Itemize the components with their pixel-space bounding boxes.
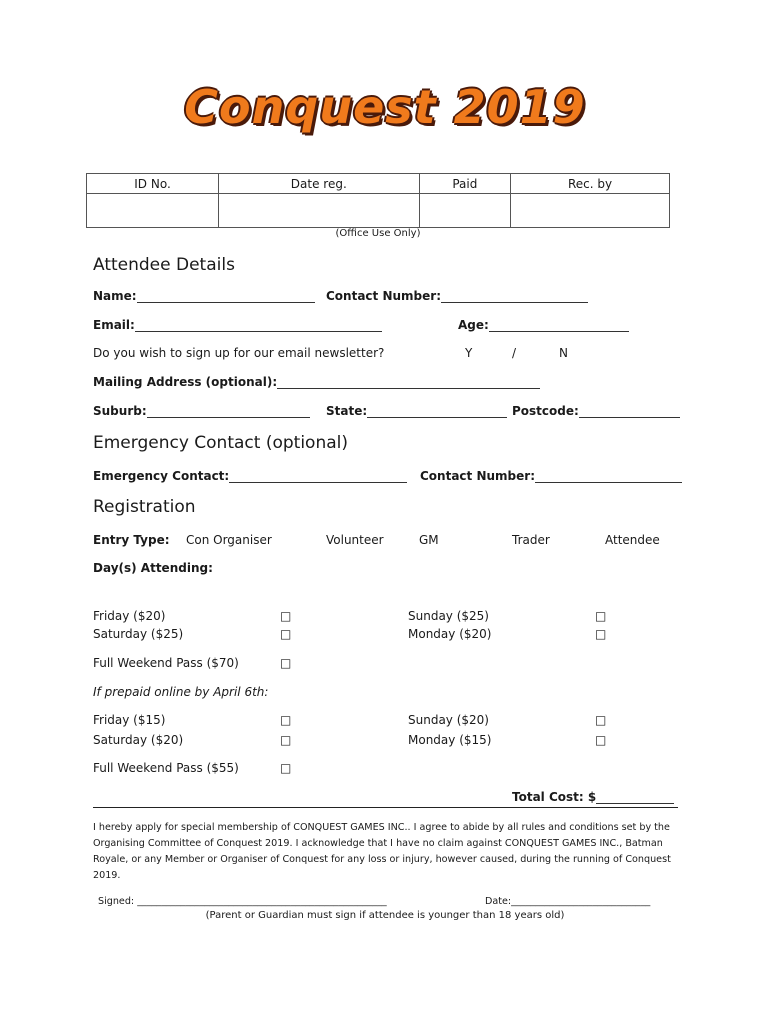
monday-checkbox[interactable]: □ [595, 627, 607, 641]
signed-label: Signed: [98, 896, 135, 907]
date-reg-cell[interactable] [219, 194, 420, 228]
entry-attendee[interactable]: Attendee [605, 533, 660, 547]
office-use-table [86, 173, 670, 228]
friday-option: Friday ($20) [93, 609, 166, 623]
col-paid: Paid [419, 174, 511, 194]
rec-by-cell[interactable] [511, 194, 670, 228]
attendee-heading: Attendee Details [93, 255, 235, 275]
emergency-number-field[interactable] [535, 470, 682, 483]
prepaid-sunday-option: Sunday ($20) [408, 713, 489, 727]
emergency-contact-label: Emergency Contact: [93, 469, 230, 483]
days-attending-label: Day(s) Attending: [93, 561, 213, 575]
monday-option: Monday ($20) [408, 627, 492, 641]
newsletter-yes[interactable]: Y [465, 346, 473, 360]
prepaid-friday-checkbox[interactable]: □ [280, 713, 292, 727]
weekend-checkbox[interactable]: □ [280, 656, 292, 670]
sunday-checkbox[interactable]: □ [595, 609, 607, 623]
prepaid-monday-option: Monday ($15) [408, 733, 492, 747]
id-no-cell[interactable] [87, 194, 219, 228]
total-cost-label: Total Cost: $ [512, 790, 597, 804]
entry-con-organiser[interactable]: Con Organiser [186, 533, 272, 547]
paid-cell[interactable] [419, 194, 511, 228]
sunday-option: Sunday ($25) [408, 609, 489, 623]
prepaid-saturday-checkbox[interactable]: □ [280, 733, 292, 747]
suburb-field[interactable] [147, 405, 310, 418]
postcode-field[interactable] [579, 405, 680, 418]
prepaid-label: If prepaid online by April 6th: [93, 685, 269, 699]
email-field[interactable] [135, 319, 382, 332]
emergency-heading: Emergency Contact (optional) [93, 433, 348, 453]
contact-number-label: Contact Number: [326, 289, 441, 303]
date-label: Date: [485, 896, 512, 907]
newsletter-slash: / [512, 346, 517, 360]
prepaid-friday-option: Friday ($15) [93, 713, 166, 727]
saturday-option: Saturday ($25) [93, 627, 184, 641]
col-date-reg: Date reg. [219, 174, 420, 194]
name-field[interactable] [137, 290, 315, 303]
col-id-no: ID No. [87, 174, 219, 194]
entry-gm[interactable]: GM [419, 533, 439, 547]
emergency-contact-field[interactable] [229, 470, 407, 483]
email-label: Email: [93, 318, 135, 332]
office-use-note: (Office Use Only) [335, 228, 421, 239]
newsletter-question: Do you wish to sign up for our email newsletter? [93, 346, 385, 360]
contact-number-field[interactable] [441, 290, 588, 303]
conquest-logo: Conquest 2019 [184, 80, 586, 134]
prepaid-weekend-option: Full Weekend Pass ($55) [93, 761, 239, 775]
friday-checkbox[interactable]: □ [280, 609, 292, 623]
membership-terms: I hereby apply for special membership of CONQUEST GAMES INC.. I agree to abide by all rules and conditions set by the Organising Committee of Conquest 2019. I acknowledge that I have no claim against CONQUEST GAMES INC., Batman Royale, or any Member or Organiser of Conquest for any loss or injury, however caused, during the running of Conquest 2019. [93, 822, 671, 881]
prepaid-weekend-checkbox[interactable]: □ [280, 761, 292, 775]
signature-field[interactable]: ____________________________________________________ [137, 896, 387, 907]
newsletter-no[interactable]: N [559, 346, 568, 360]
divider [93, 807, 678, 808]
entry-trader[interactable]: Trader [512, 533, 550, 547]
prepaid-sunday-checkbox[interactable]: □ [595, 713, 607, 727]
suburb-label: Suburb: [93, 404, 147, 418]
mailing-address-field[interactable] [277, 376, 540, 389]
emergency-number-label: Contact Number: [420, 469, 535, 483]
date-field[interactable]: _____________________________ [511, 896, 651, 907]
mailing-address-label: Mailing Address (optional): [93, 375, 278, 389]
age-label: Age: [458, 318, 489, 332]
prepaid-monday-checkbox[interactable]: □ [595, 733, 607, 747]
saturday-checkbox[interactable]: □ [280, 627, 292, 641]
postcode-label: Postcode: [512, 404, 579, 418]
guardian-note: (Parent or Guardian must sign if attendee is younger than 18 years old) [205, 910, 565, 921]
weekend-option: Full Weekend Pass ($70) [93, 656, 239, 670]
name-label: Name: [93, 289, 137, 303]
entry-volunteer[interactable]: Volunteer [326, 533, 384, 547]
age-field[interactable] [489, 319, 629, 332]
state-field[interactable] [367, 405, 507, 418]
entry-type-label: Entry Type: [93, 533, 170, 547]
prepaid-saturday-option: Saturday ($20) [93, 733, 184, 747]
registration-heading: Registration [93, 497, 196, 517]
total-cost-field[interactable] [596, 791, 674, 804]
col-rec-by: Rec. by [511, 174, 670, 194]
state-label: State: [326, 404, 368, 418]
